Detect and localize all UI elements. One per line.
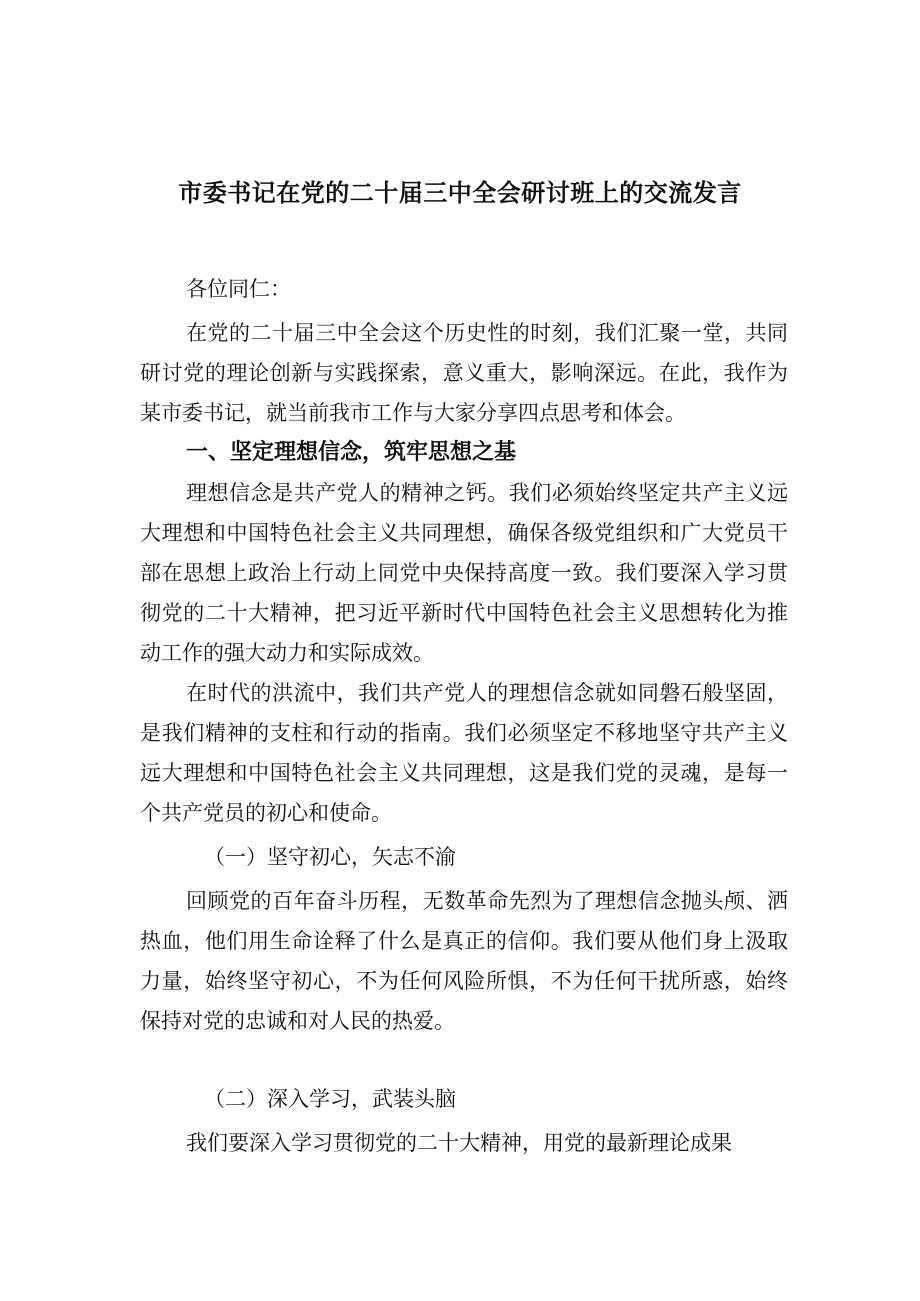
subsection2-paragraph: 我们要深入学习贯彻党的二十大精神，用党的最新理论成果 — [186, 1131, 732, 1155]
subsection-heading-2: （二）深入学习，武装头脑 — [204, 1087, 456, 1111]
greeting: 各位同仁： — [186, 277, 291, 301]
document-title: 市委书记在党的二十届三中全会研讨班上的交流发言 — [178, 179, 742, 207]
section1-paragraph-1: 理想信念是共产党人的精神之钙。我们必须始终坚定共产主义远大理想和中国特色社会主义共同理想，确保各级党组织和广大党员干部在思想上政治上行动上同党中央保持高度一致。我们要深入学习贯彻党的二十大精神，把习近平新时代中国特色社会主义思想转化为推动工作的强大动力和实际成效。 — [140, 481, 788, 665]
paragraph-gap — [140, 1041, 788, 1075]
subsection1-paragraph: 回顾党的百年奋斗历程，无数革命先烈为了理想信念抛头颅、洒热血，他们用生命诠释了什么是真正的信仰。我们要从他们身上汲取力量，始终坚守初心，不为任何风险所惧，不为任何干扰所惑，始终保持对党的忠诚和对人民的热爱。 — [140, 889, 788, 1033]
subsection-heading-1: （一）坚守初心，矢志不渝 — [204, 845, 456, 869]
intro-paragraph: 在党的二十届三中全会这个历史性的时刻，我们汇聚一堂，共同研讨党的理论创新与实践探索，意义重大，影响深远。在此，我作为某市委书记，就当前我市工作与大家分享四点思考和体会。 — [140, 321, 788, 425]
section-heading-1: 一、坚定理想信念，筑牢思想之基 — [186, 440, 517, 465]
section1-paragraph-2: 在时代的洪流中，我们共产党人的理想信念就如同磐石般坚固，是我们精神的支柱和行动的指南。我们必须坚定不移地坚守共产主义远大理想和中国特色社会主义共同理想，这是我们党的灵魂，是每一个共产党员的初心和使命。 — [140, 681, 788, 825]
document-body — [140, 269, 788, 1163]
